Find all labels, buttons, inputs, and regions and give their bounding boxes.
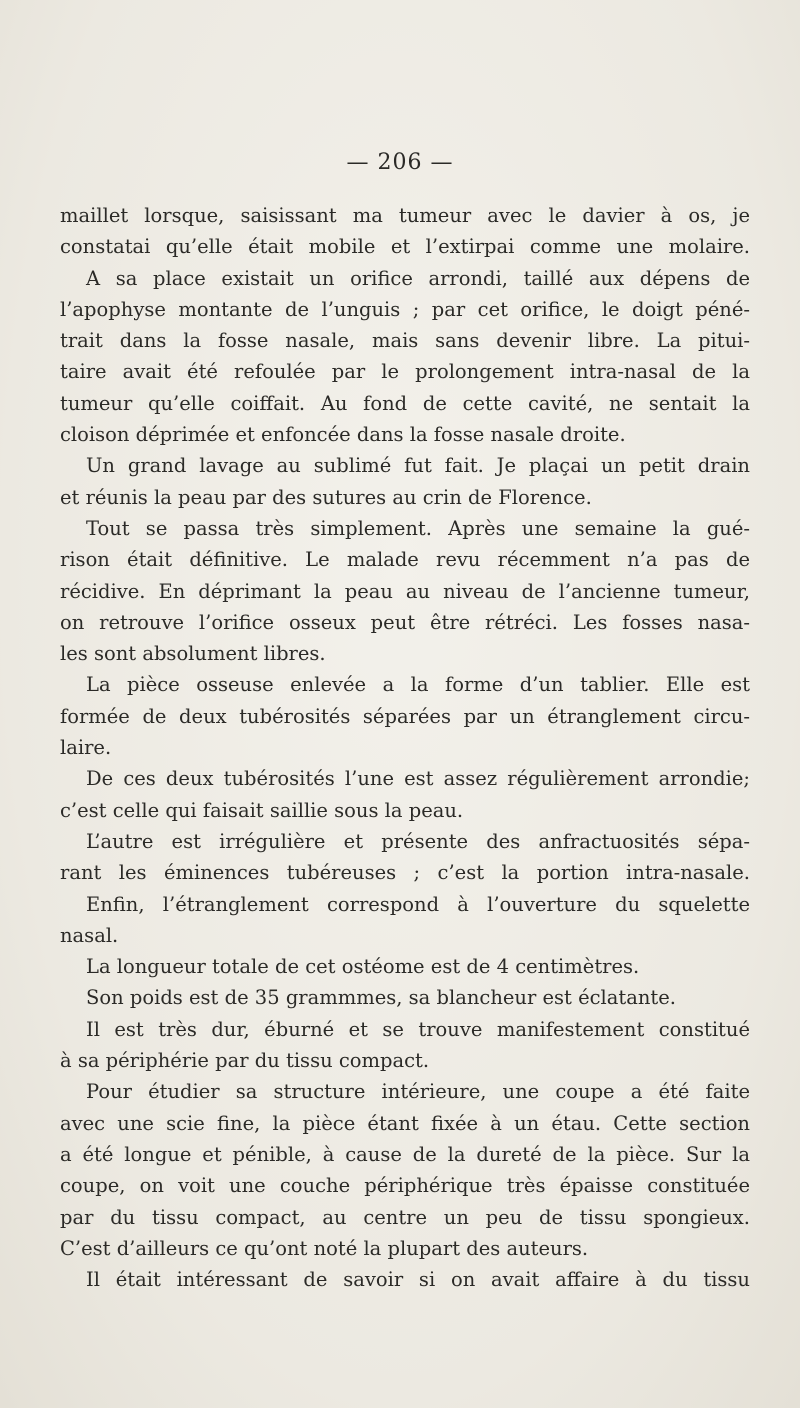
text-line: coupe, on voit une couche périphérique très épaisse constituée xyxy=(60,1174,750,1198)
text-line: taire avait été refoulée par le prolongement intra-nasal de la xyxy=(60,360,750,384)
text-line: L’autre est irrégulière et présente des anfractuosités sépa- xyxy=(86,829,750,853)
text-line: Il est très dur, éburné et se trouve manifestement constitué xyxy=(86,1017,750,1041)
text-line: les sont absolument libres. xyxy=(60,642,326,666)
text-line: Enfin, l’étranglement correspond à l’ouverture du squelette xyxy=(86,892,750,916)
text-line: nasal. xyxy=(60,923,119,947)
text-line: C’est d’ailleurs ce qu’ont noté la plupart des auteurs. xyxy=(60,1236,589,1260)
text-line: tumeur qu’elle coiffait. Au fond de cette cavité, ne sentait la xyxy=(60,391,750,415)
text-line: laire. xyxy=(60,736,112,760)
text-line: Tout se passa très simplement. Après une semaine la gué- xyxy=(86,516,750,540)
text-line: récidive. En déprimant la peau au niveau de l’ancienne tumeur, xyxy=(60,579,750,603)
text-line: formée de deux tubérosités séparées par un étranglement circu- xyxy=(60,704,750,728)
text-line: rison était définitive. Le malade revu récemment n’a pas de xyxy=(60,548,750,572)
text-line: c’est celle qui faisait saillie sous la peau. xyxy=(60,798,464,822)
text-line: Un grand lavage au sublimé fut fait. Je plaçai un petit drain xyxy=(86,454,750,478)
text-line: trait dans la fosse nasale, mais sans devenir libre. La pitui- xyxy=(60,329,750,353)
text-line: a été longue et pénible, à cause de la dureté de la pièce. Sur la xyxy=(60,1142,750,1166)
page-number-header: — 206 — xyxy=(346,150,454,175)
text-line: par du tissu compact, au centre un peu de tissu spongieux. xyxy=(60,1205,750,1229)
text-line: et réunis la peau par des sutures au crin de Florence. xyxy=(60,485,592,509)
text-line: cloison déprimée et enfoncée dans la fosse nasale droite. xyxy=(60,423,626,447)
text-line: à sa périphérie par du tissu compact. xyxy=(60,1049,430,1073)
text-line: constatai qu’elle était mobile et l’extirpai comme une molaire. xyxy=(60,235,750,259)
text-line: A sa place existait un orifice arrondi, taillé aux dépens de xyxy=(86,266,750,290)
text-line: maillet lorsque, saisissant ma tumeur avec le davier à os, je xyxy=(60,204,750,227)
text-line: avec une scie fine, la pièce étant fixée à un étau. Cette section xyxy=(60,1111,750,1135)
text-line: l’apophyse montante de l’unguis ; par cet orifice, le doigt péné- xyxy=(60,297,750,321)
text-line: De ces deux tubérosités l’une est assez régulièrement arrondie; xyxy=(86,767,750,791)
text-line: Son poids est de 35 grammmes, sa blancheur est éclatante. xyxy=(86,986,676,1010)
body-text xyxy=(60,200,750,1295)
text-line: La pièce osseuse enlevée a la forme d’un tablier. Elle est xyxy=(86,673,750,697)
text-line: rant les éminences tubéreuses ; c’est la portion intra-nasale. xyxy=(60,861,750,885)
text-line: Il était intéressant de savoir si on avait affaire à du tissu xyxy=(86,1268,750,1292)
text-line: on retrouve l’orifice osseux peut être rétréci. Les fosses nasa- xyxy=(60,610,750,634)
text-line: Pour étudier sa structure intérieure, une coupe a été faite xyxy=(86,1080,750,1104)
text-line: La longueur totale de cet ostéome est de 4 centimètres. xyxy=(86,955,640,979)
